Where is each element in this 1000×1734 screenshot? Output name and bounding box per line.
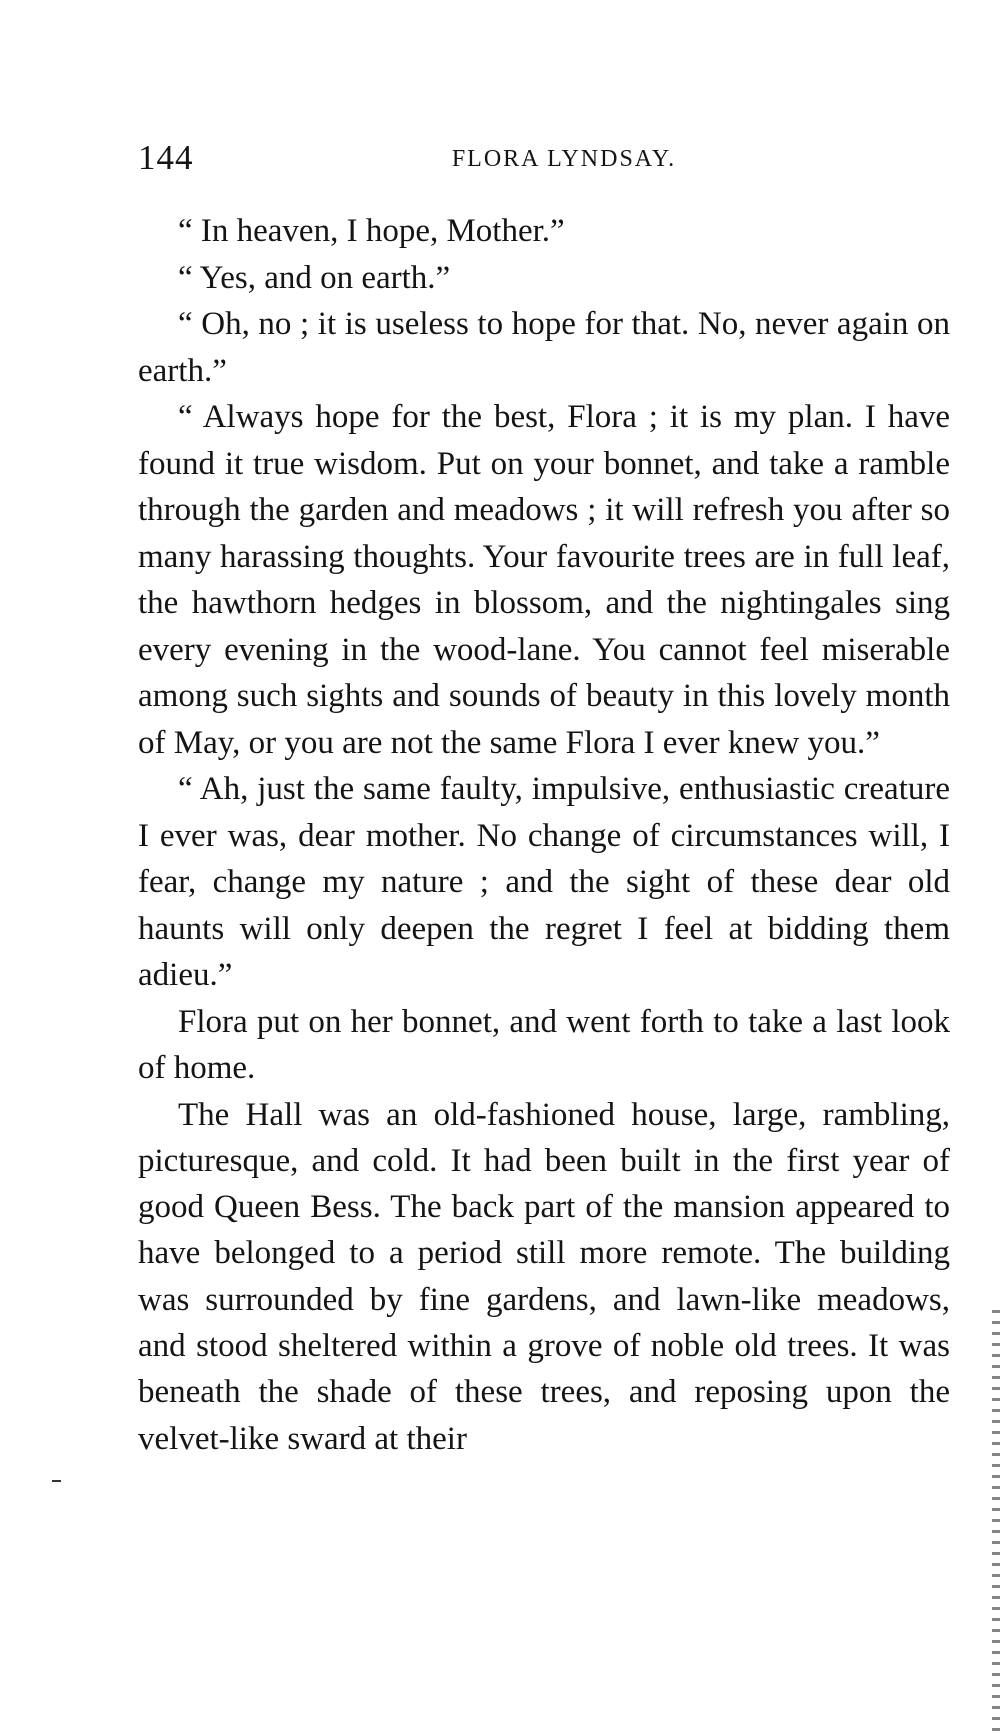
- margin-dash-mark: [52, 1480, 61, 1482]
- page-number: 144: [138, 138, 194, 177]
- binding-edge-marks: [992, 1310, 1000, 1734]
- paragraph: Flora put on her bonnet, and went forth to take a last look of home.: [138, 1003, 950, 1086]
- page-header: [138, 138, 950, 178]
- paragraph: “ Yes, and on earth.”: [178, 259, 451, 296]
- running-title: FLORA LYNDSAY.: [451, 146, 677, 172]
- paragraph: The Hall was an old-fashioned house, large, rambling, picturesque, and cold. It had been built in the first year of good Queen Bess. The back part of the mansion appeared to have belonged to a period still more remote. The building was surrounded by fine gardens, and lawn-like meadows, and stood sheltered within a grove of noble old trees. It was beneath the shade of these trees, and reposing upon the velvet-like sward at their: [138, 1096, 950, 1457]
- paragraph: “ Oh, no ; it is useless to hope for that. No, never again on earth.”: [138, 306, 950, 389]
- paragraph: “ Always hope for the best, Flora ; it is my plan. I have found it true wisdom. Put on your bonnet, and take a ramble through the garden and meadows ; it will refresh you after so many harassing thoughts. Your favourite trees are in full leaf, the hawthorn hedges in blossom, and the nightingales sing every evening in the wood-lane. You cannot feel miserable among such sights and sounds of beauty in this lovely month of May, or you are not the same Flora I ever knew you.”: [138, 399, 950, 761]
- paragraph: “ Ah, just the same faulty, impulsive, enthusiastic creature I ever was, dear mother. No change of circumstances will, I fear, change my nature ; and the sight of these dear old haunts will only deepen the regret I feel at bidding them adieu.”: [138, 771, 950, 993]
- paragraph: “ In heaven, I hope, Mother.”: [178, 213, 565, 249]
- body-text: [138, 208, 950, 1462]
